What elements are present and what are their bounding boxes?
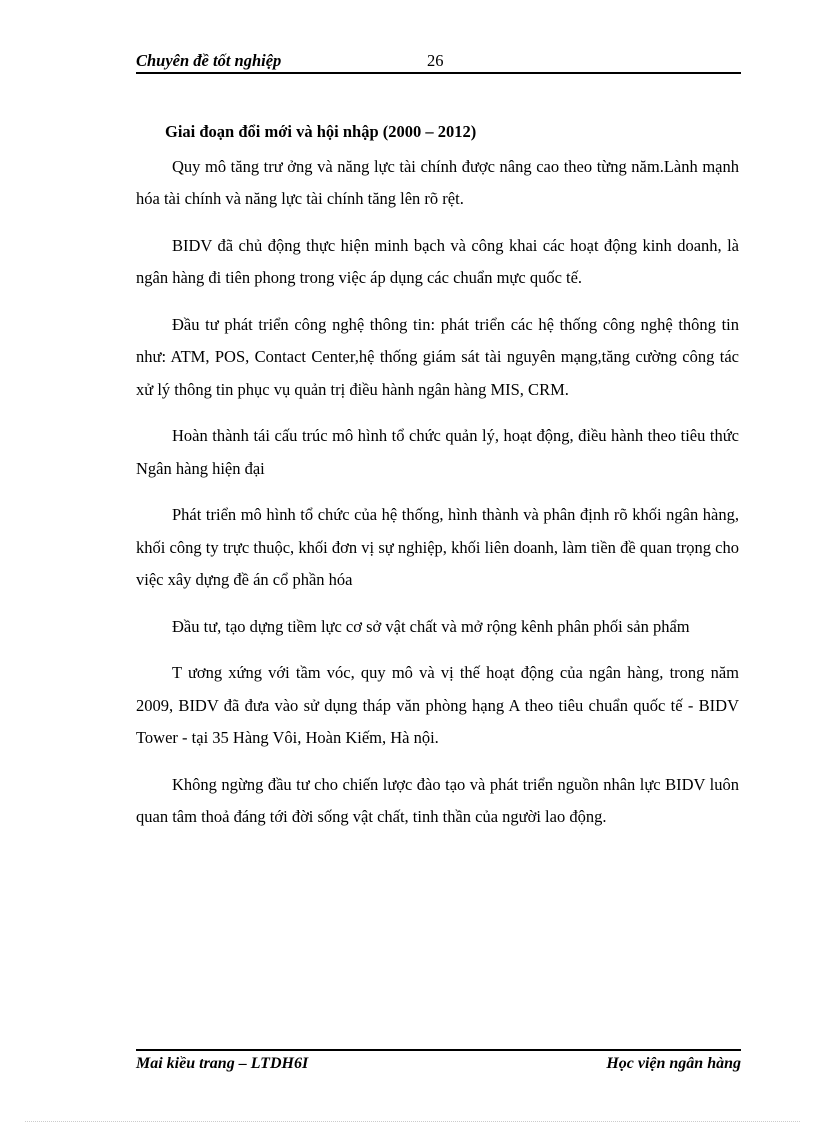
page-number: 26 [427,51,444,70]
header-title: Chuyên đề tốt nghiệp [136,51,282,70]
paragraph: Phát triển mô hình tổ chức của hệ thống, hình thành và phân định rõ khối ngân hàng, khối công ty trực thuộc, khối đơn vị sự nghiệp, khối liên doanh, làm tiền đề quan trọng cho việc xây dựng đề án cổ phần hóa [136,505,739,589]
page-body [136,116,739,848]
paragraph: Không ngừng đầu tư cho chiến lược đào tạo và phát triển nguồn nhân lực BIDV luôn quan tâm thoả đáng tới đời sống vật chất, tinh thần của người lao động. [136,774,739,826]
page-edge-divider [25,1121,800,1122]
paragraph: Đầu tư, tạo dựng tiềm lực cơ sở vật chất và mở rộng kênh phân phối sản phẩm [172,616,690,636]
footer-author: Mai kiều trang – LTDH6I [136,1055,309,1072]
section-heading: Giai đoạn đổi mới và hội nhập (2000 – 2012) [165,122,477,141]
footer-institution: Học viện ngân hàng [606,1055,741,1072]
paragraph: BIDV đã chủ động thực hiện minh bạch và công khai các hoạt động kinh doanh, là ngân hàng đi tiên phong trong việc áp dụng các chuẩn mực quốc tế. [136,235,739,287]
page-header [136,48,741,74]
paragraph: Quy mô tăng trư ởng và năng lực tài chính được nâng cao theo từng năm.Lành mạnh hóa tài chính và năng lực tài chính tăng lên rõ rệt. [136,156,739,208]
page-footer [136,1049,741,1081]
paragraph: T ương xứng với tầm vóc, quy mô và vị thế hoạt động của ngân hàng, trong năm 2009, BIDV đã đưa vào sử dụng tháp văn phòng hạng A theo tiêu chuẩn quốc tế - BIDV Tower - tại 35 Hàng Vôi, Hoàn Kiếm, Hà nội. [136,663,739,747]
paragraph: Hoàn thành tái cấu trúc mô hình tổ chức quản lý, hoạt động, điều hành theo tiêu thức Ngân hàng hiện đại [136,426,739,478]
paragraph: Đầu tư phát triển công nghệ thông tin: phát triển các hệ thống công nghệ thông tin như: ATM, POS, Contact Center,hệ thống giám sát tài nguyên mạng,tăng cường công tác xử lý thông tin phục vụ quản trị điều hành ngân hàng MIS, CRM. [136,314,739,399]
